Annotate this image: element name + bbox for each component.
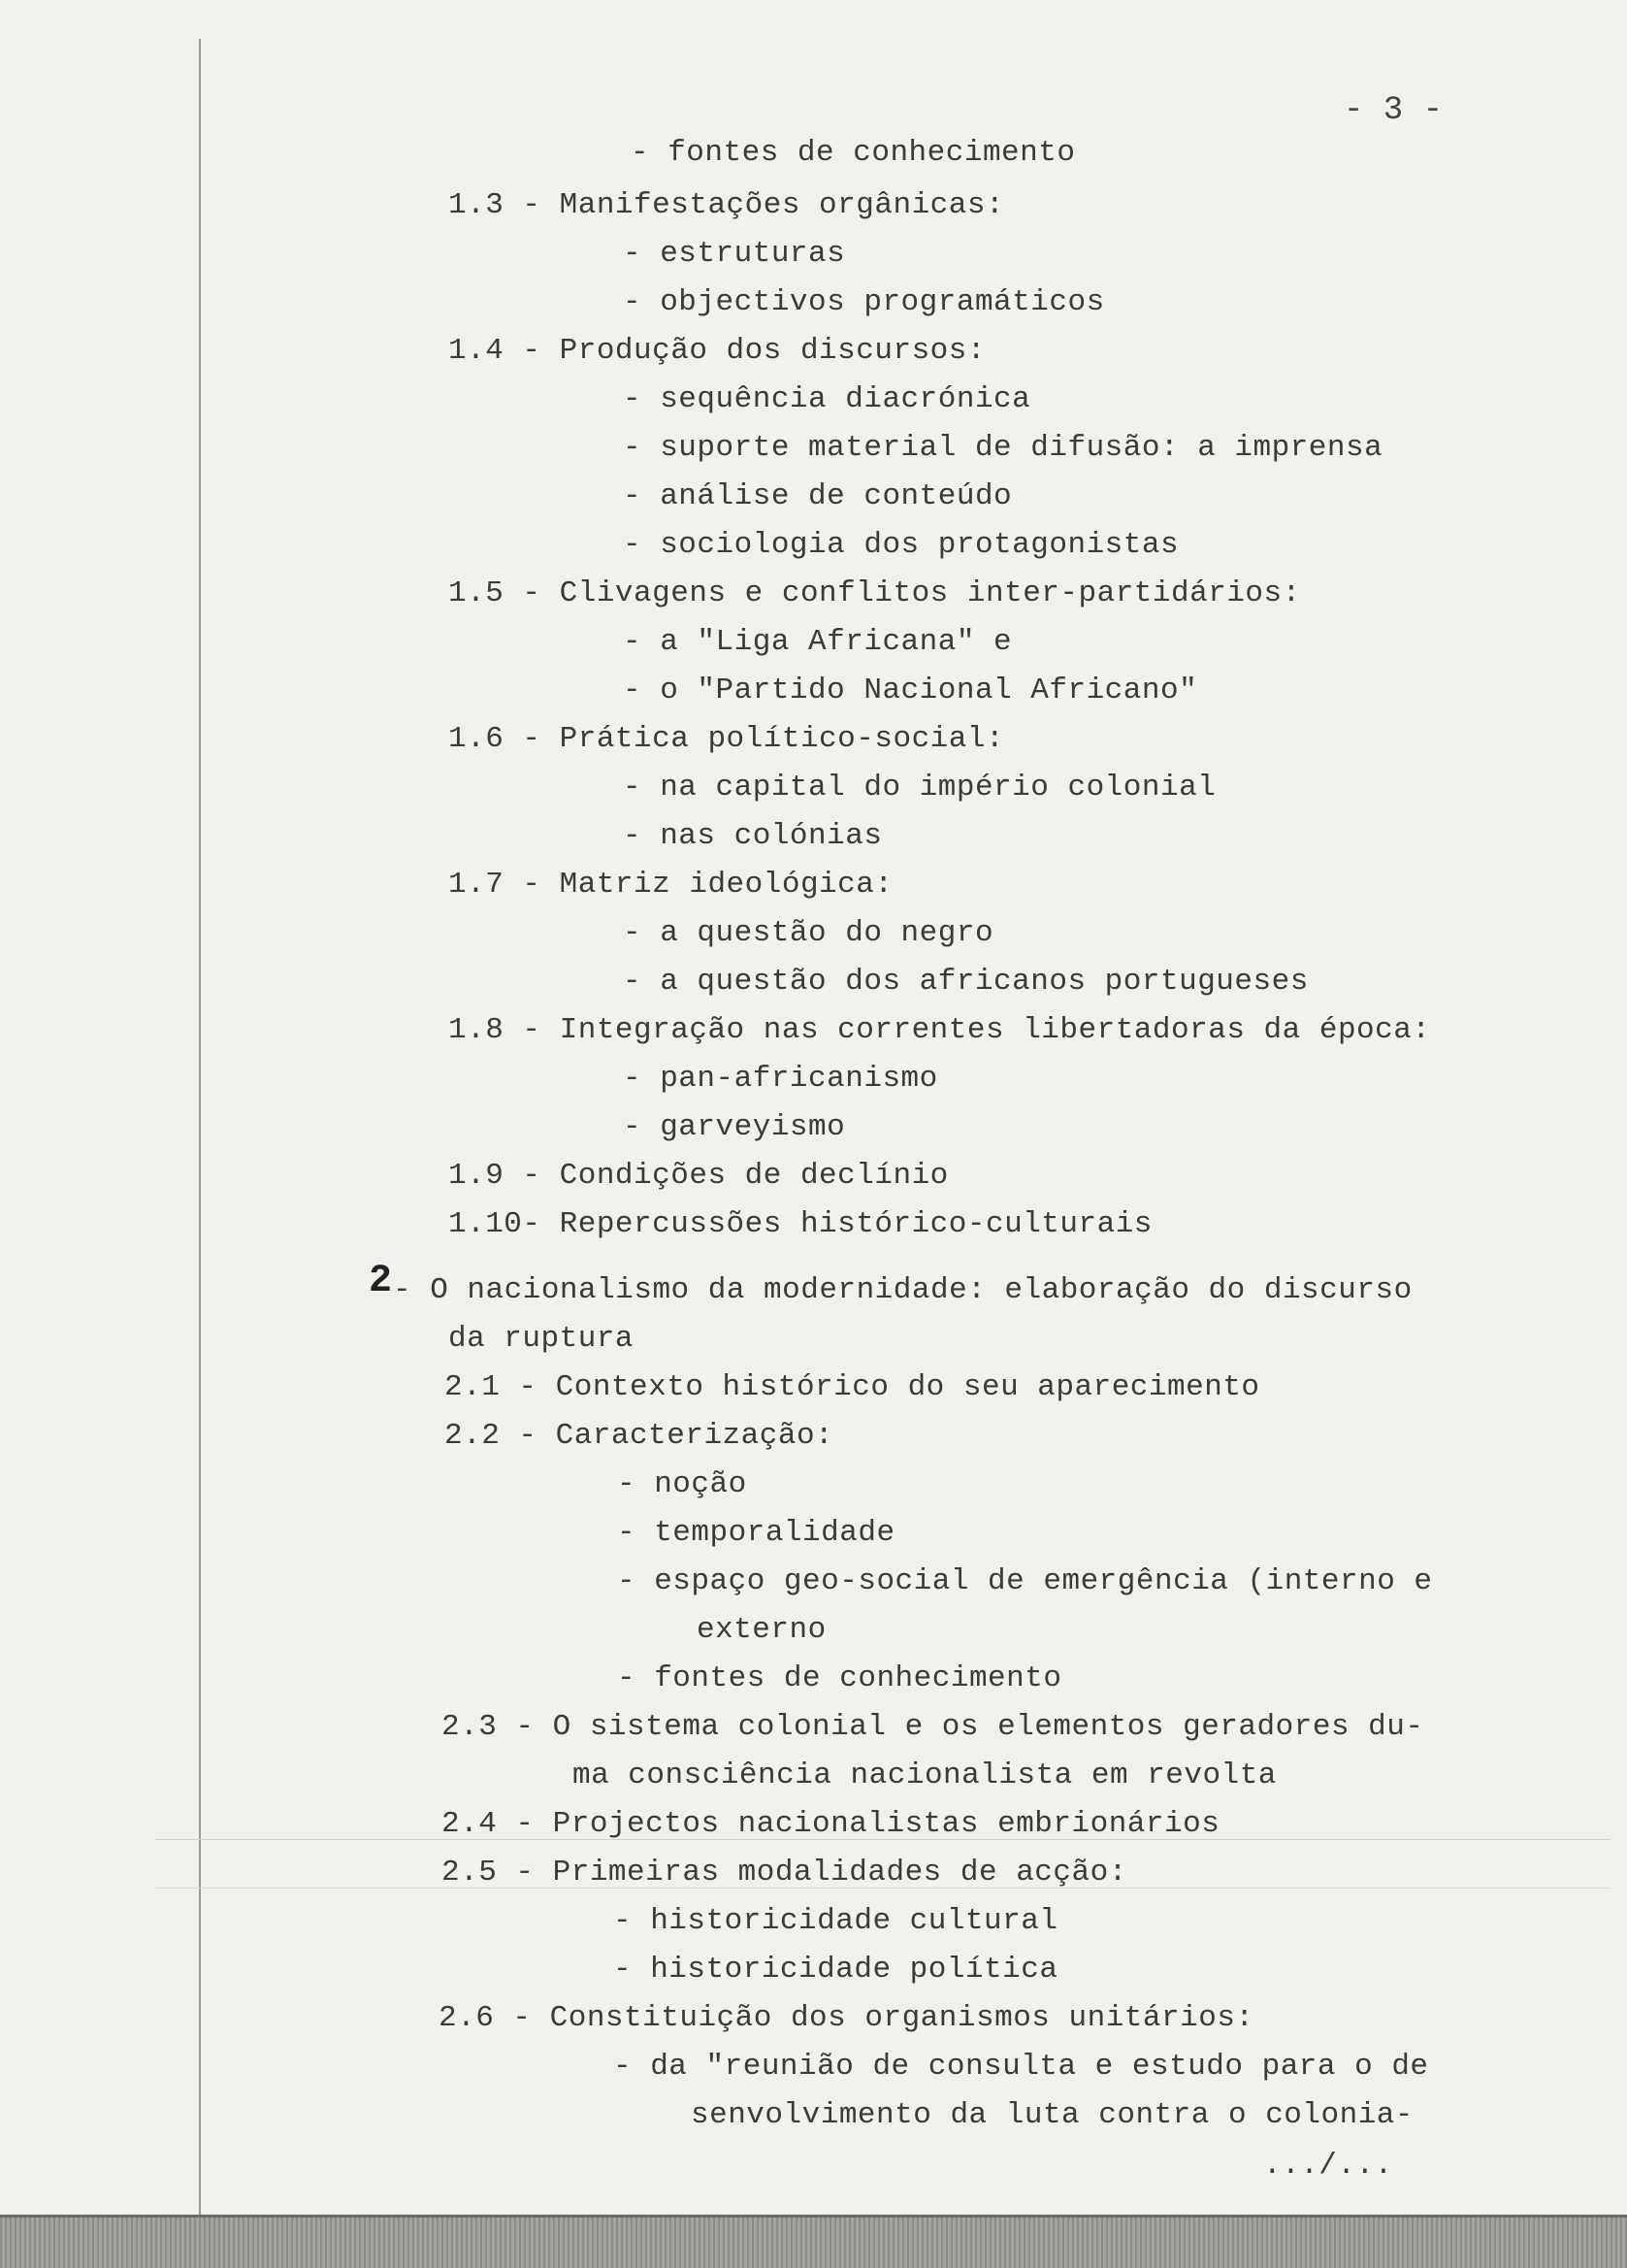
outline-line: 2.3 - O sistema colonial e os elementos geradores du- (441, 1710, 1424, 1744)
outline-line: - na capital do império colonial (623, 771, 1217, 805)
outline-line: 1.8 - Integração nas correntes libertadoras da época: (448, 1013, 1431, 1047)
outline-line: 1.10- Repercussões histórico-culturais (448, 1207, 1153, 1241)
outline-line: 1.6 - Prática político-social: (448, 722, 1005, 756)
outline-line: 1.9 - Condições de declínio (448, 1159, 949, 1193)
outline-line: 2.4 - Projectos nacionalistas embrionários (441, 1807, 1220, 1841)
outline-line: 2.1 - Contexto histórico do seu aparecimento (444, 1370, 1260, 1404)
outline-line: - a "Liga Africana" e (623, 625, 1013, 659)
outline-line: - historicidade política (613, 1953, 1058, 1987)
outline-line: - sociologia dos protagonistas (623, 528, 1180, 562)
outline-line: - fontes de conhecimento (617, 1661, 1062, 1695)
outline-line: 2.5 - Primeiras modalidades de acção: (441, 1856, 1127, 1890)
outline-line: senvolvimento da luta contra o colonia- (691, 2098, 1415, 2132)
outline-line: externo (697, 1613, 827, 1647)
outline-line: 1.5 - Clivagens e conflitos inter-partidários: (448, 576, 1301, 610)
section-marker: 2 (369, 1260, 393, 1303)
outline-line: - análise de conteúdo (623, 479, 1013, 513)
outline-line: ma consciência nacionalista em revolta (572, 1759, 1277, 1792)
outline-line: - temporalidade (617, 1516, 895, 1550)
outline-line: - a questão do negro (623, 916, 994, 950)
outline-line: .../... (1263, 2149, 1393, 2183)
outline-line: - historicidade cultural (613, 1904, 1058, 1938)
outline-line: 2.6 - Constituição dos organismos unitários: (439, 2001, 1254, 2035)
outline-line: - a questão dos africanos portugueses (623, 965, 1309, 999)
margin-line (199, 39, 201, 2252)
outline-line: - noção (617, 1467, 747, 1501)
outline-line: - pan-africanismo (623, 1062, 938, 1096)
outline-line: - garveyismo (623, 1110, 846, 1144)
outline-line: - O nacionalismo da modernidade: elaboração do discurso (393, 1273, 1413, 1307)
outline-line: - sequência diacrónica (623, 382, 1031, 416)
outline-line: da ruptura (448, 1322, 635, 1356)
scan-edge-strip (0, 2215, 1627, 2268)
outline-line: - nas colónias (623, 819, 883, 853)
outline-line: - o "Partido Nacional Africano" (623, 674, 1198, 707)
outline-line: - espaço geo-social de emergência (interno e (617, 1564, 1433, 1598)
outline-line: - estruturas (623, 237, 846, 271)
outline-line: 1.3 - Manifestações orgânicas: (448, 188, 1005, 222)
scan-edge-line (0, 2215, 1627, 2218)
outline-line: 2.2 - Caracterização: (444, 1419, 834, 1453)
outline-line: - da "reunião de consulta e estudo para o de (613, 2050, 1429, 2084)
page-number: - 3 - (1344, 92, 1444, 129)
outline-line: 1.7 - Matriz ideológica: (448, 868, 894, 902)
outline-line: - suporte material de difusão: a imprensa (623, 431, 1383, 465)
outline-line: - fontes de conhecimento (631, 136, 1076, 170)
outline-line: - objectivos programáticos (623, 285, 1105, 319)
outline-line: 1.4 - Produção dos discursos: (448, 334, 986, 368)
